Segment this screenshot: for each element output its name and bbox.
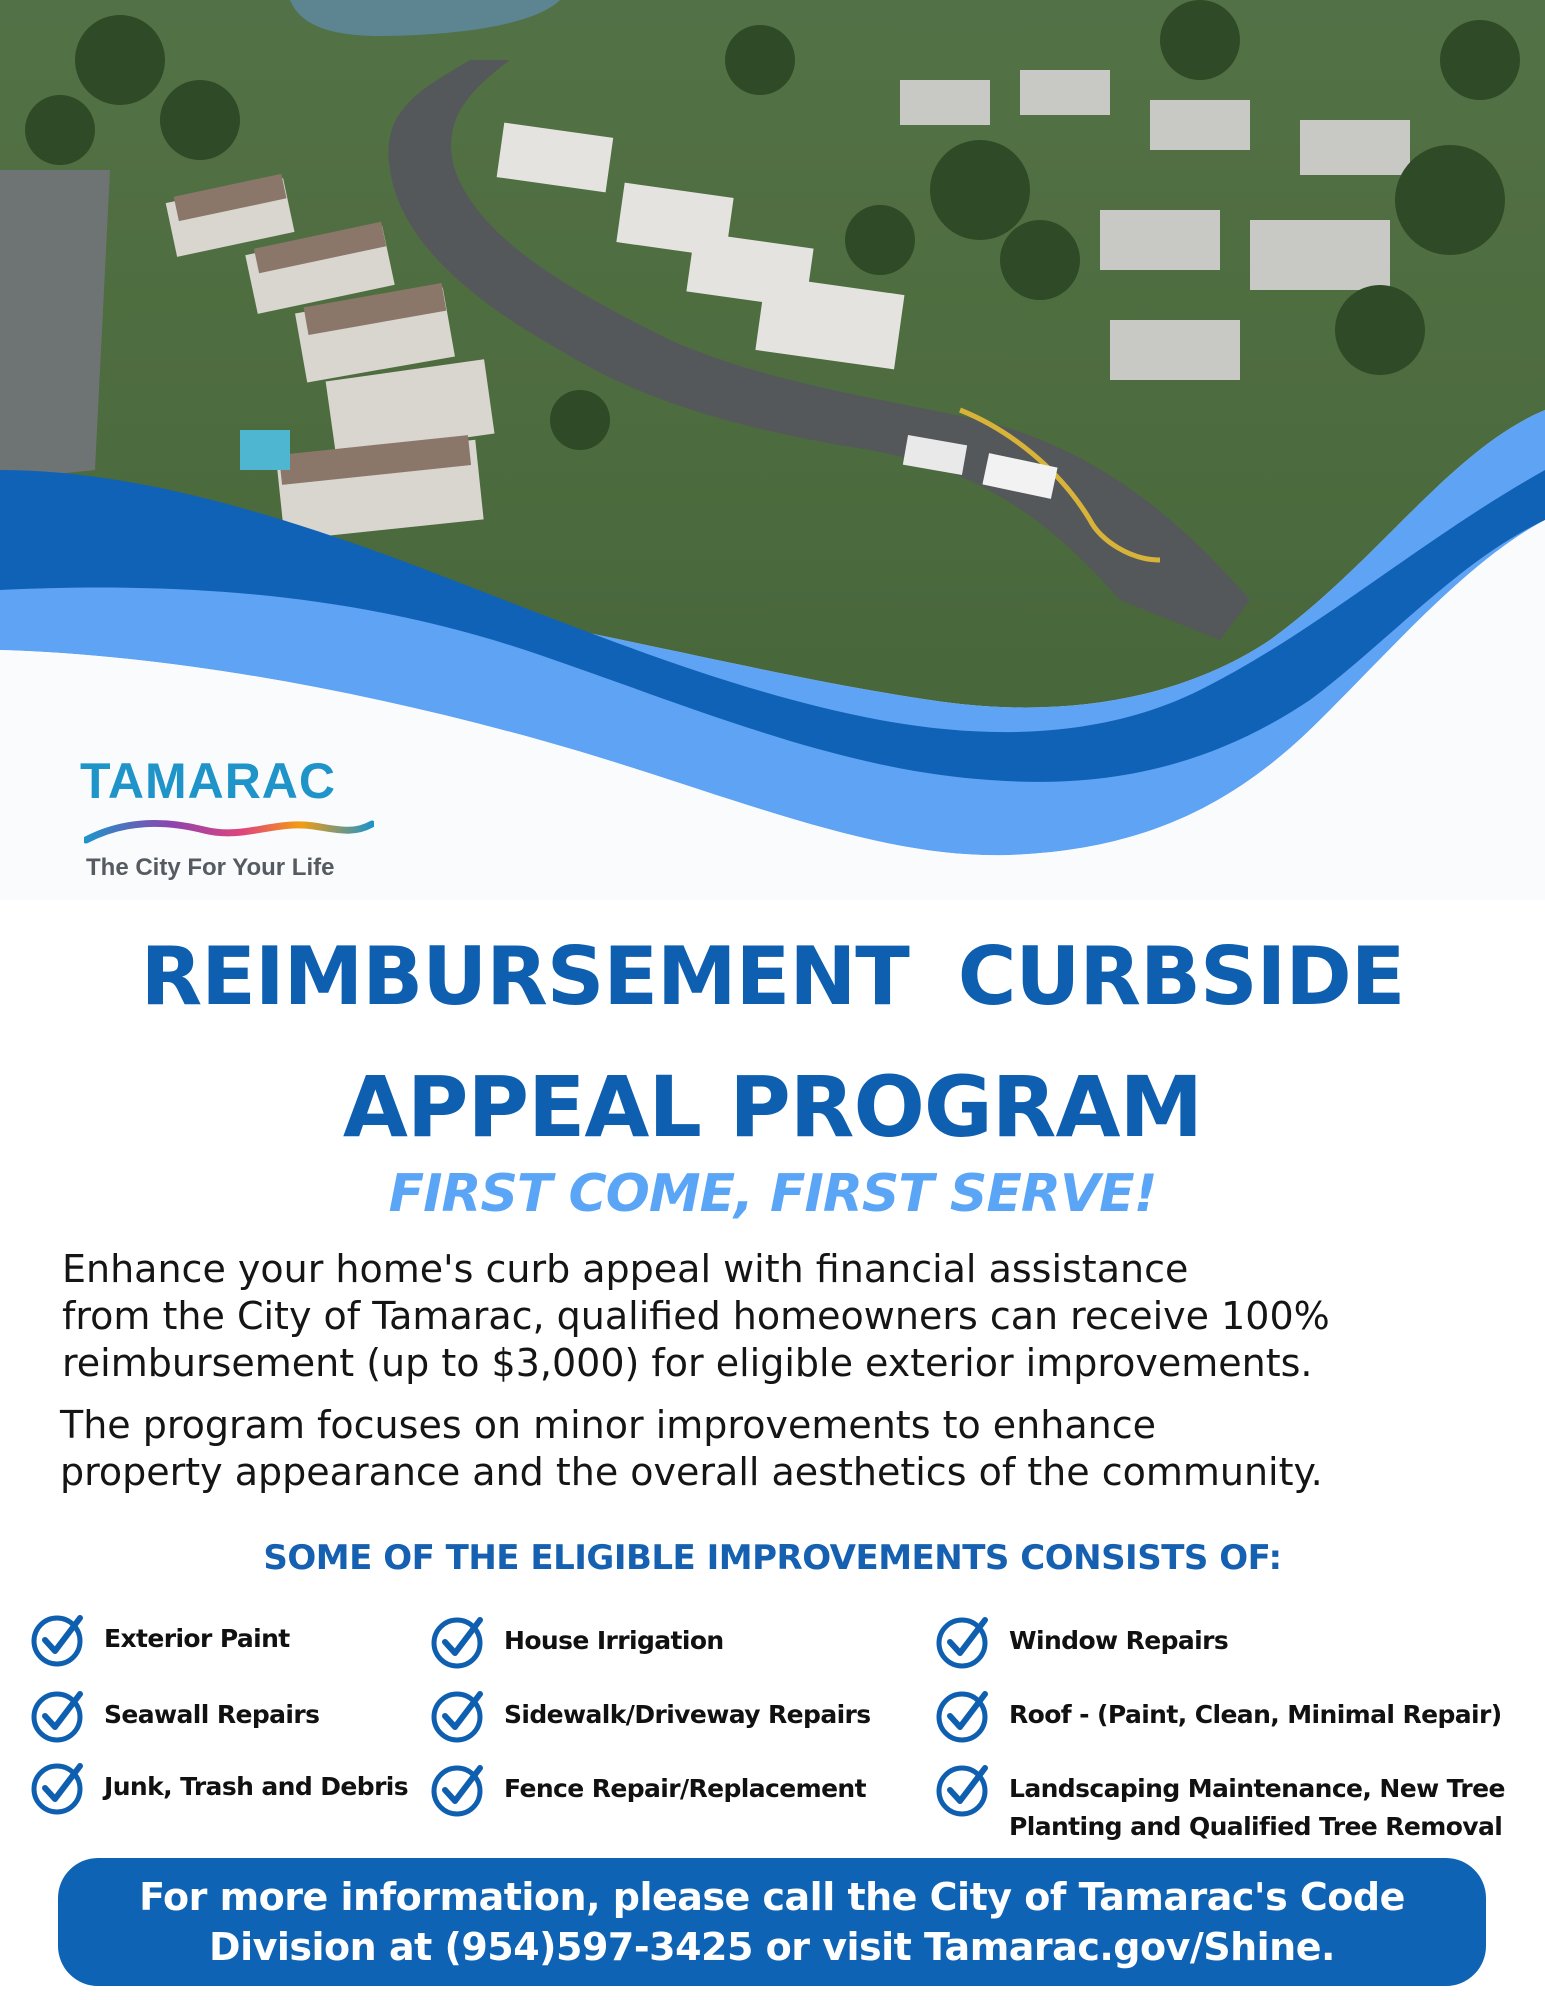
contact-line1: For more information, please call the City of Tamarac's Code (139, 1875, 1405, 1919)
check-circle-icon (935, 1686, 993, 1744)
list-item-label: Window Repairs (1009, 1626, 1229, 1655)
intro-line: reimbursement (up to $3,000) for eligible exterior improvements. (62, 1341, 1313, 1385)
intro-paragraph (62, 1246, 1502, 1387)
list-item (935, 1612, 1228, 1670)
list-item (935, 1686, 1502, 1744)
contact-line2: Division at (954)597-3425 or visit Tamarac.gov/Shine. (209, 1925, 1335, 1969)
logo-wordmark: TAMARAC (80, 753, 337, 809)
list-item-label: Seawall Repairs (104, 1700, 320, 1729)
logo-swoosh-graphic (84, 816, 374, 846)
page-title-line2: APPEAL PROGRAM (342, 1058, 1203, 1156)
list-item-label (1009, 1770, 1505, 1846)
check-circle-icon (30, 1610, 88, 1668)
intro-line: from the City of Tamarac, qualified homeowners can receive 100% (62, 1294, 1330, 1338)
logo-tagline: The City For Your Life (86, 854, 335, 881)
improvements-heading: SOME OF THE ELIGIBLE IMPROVEMENTS CONSISTS OF: (263, 1538, 1282, 1578)
list-item (430, 1760, 866, 1818)
check-circle-icon (430, 1612, 488, 1670)
check-circle-icon (430, 1686, 488, 1744)
list-item-label-line2: Planting and Qualified Tree Removal (1009, 1812, 1503, 1841)
focus-line: The program focuses on minor improvements to enhance (60, 1403, 1156, 1447)
focus-paragraph (60, 1402, 1520, 1496)
list-item (30, 1758, 408, 1816)
list-item-label: Roof - (Paint, Clean, Minimal Repair) (1009, 1700, 1502, 1729)
intro-line: Enhance your home's curb appeal with financial assistance (62, 1247, 1189, 1291)
list-item (935, 1760, 1505, 1846)
list-item-label: Exterior Paint (104, 1624, 290, 1653)
check-circle-icon (935, 1612, 993, 1670)
list-item-label: House Irrigation (504, 1626, 724, 1655)
list-item (30, 1610, 290, 1668)
list-item (430, 1612, 724, 1670)
focus-line: property appearance and the overall aesthetics of the community. (60, 1450, 1323, 1494)
page-title-line1: REIMBURSEMENT CURBSIDE (140, 930, 1405, 1023)
page-subtitle: FIRST COME, FIRST SERVE! (388, 1164, 1157, 1224)
contact-banner (58, 1858, 1486, 1986)
list-item (30, 1686, 319, 1744)
list-item (430, 1686, 871, 1744)
check-circle-icon (30, 1758, 88, 1816)
list-item-label: Fence Repair/Replacement (504, 1774, 866, 1803)
check-circle-icon (430, 1760, 488, 1818)
check-circle-icon (30, 1686, 88, 1744)
tamarac-logo (80, 752, 400, 892)
list-item-label-line1: Landscaping Maintenance, New Tree (1009, 1774, 1505, 1803)
list-item-label: Sidewalk/Driveway Repairs (504, 1700, 871, 1729)
list-item-label: Junk, Trash and Debris (104, 1772, 409, 1801)
check-circle-icon (935, 1760, 993, 1818)
